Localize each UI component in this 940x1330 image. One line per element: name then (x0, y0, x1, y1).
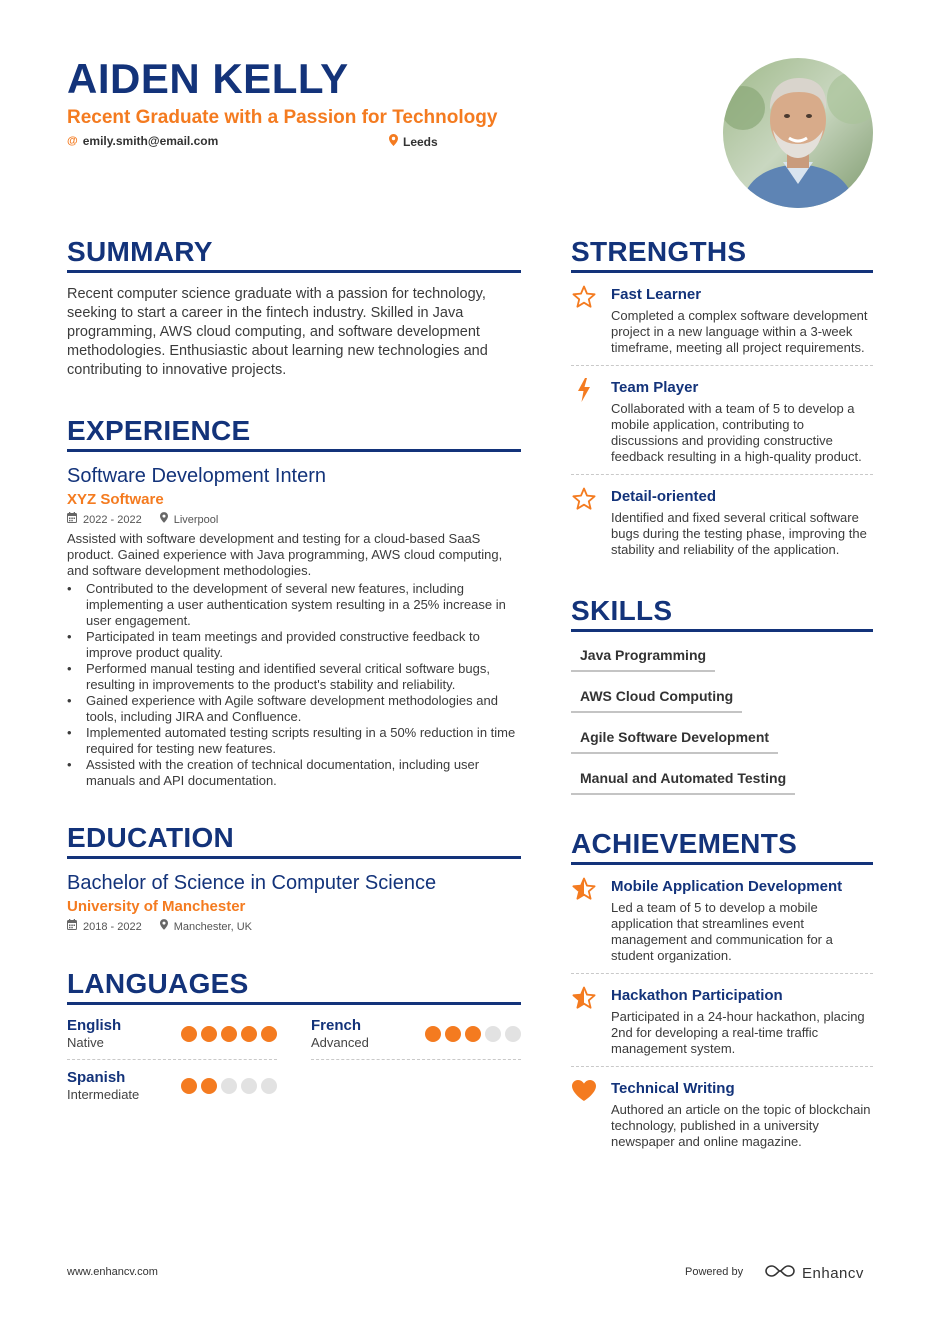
strength-item (571, 366, 873, 475)
job-dates (67, 512, 142, 528)
language-level: Native (67, 1035, 104, 1050)
rating-dot-filled (261, 1026, 277, 1042)
job-bullet: • Implemented automated testing scripts resulting in a 50% reduction in time required for testing new features. (67, 725, 521, 757)
star-outline-icon (571, 285, 597, 356)
education-location (160, 919, 252, 935)
location-pin-icon (160, 512, 168, 528)
summary-text: Recent computer science graduate with a passion for technology, seeking to start a career in the fintech industry. Skilled in Java programming, AWS cloud computing, and software development methodologies. Enthusiastic about learning new technologies and contributing to innovative projects. (67, 286, 488, 378)
lightning-icon (571, 378, 597, 465)
email-contact[interactable] (67, 134, 218, 148)
language-rating (425, 1026, 521, 1042)
brand-name: Enhancv (802, 1264, 864, 1282)
achievements-list (571, 865, 873, 1159)
skill-tag: AWS Cloud Computing (571, 683, 742, 713)
calendar-icon (67, 512, 77, 528)
star-half-icon (571, 986, 597, 1057)
heart-icon (571, 1079, 597, 1150)
rating-dot-empty (261, 1078, 277, 1094)
language-level: Intermediate (67, 1087, 140, 1102)
job-location-text: Liverpool (173, 514, 219, 526)
achievement-desc: Authored an article on the topic of blockchain technology, published in a university newspaper and online magazine. (611, 1102, 871, 1149)
location-text: Leeds (403, 134, 438, 149)
rating-dot-empty (241, 1078, 257, 1094)
job-bullet: • Performed manual testing and identified several critical software bugs, resulting in improvements to the product's stability and reliability. (67, 661, 521, 693)
job-description: Assisted with software development and testing for a cloud-based SaaS product. Gained experience with Java programming, AWS cloud computing, and software development methodologies. (67, 531, 503, 578)
achievement-desc: Participated in a 24-hour hackathon, placing 2nd for developing a real-time traffic management system. (611, 1009, 865, 1056)
strength-desc: Collaborated with a team of 5 to develop a mobile application, contributing to discussions and providing constructive feedback resulting in a high-quality product. (611, 401, 862, 464)
school-name: University of Manchester (67, 898, 246, 915)
achievement-item (571, 1067, 873, 1159)
strengths-heading: STRENGTHS (571, 236, 873, 273)
enhancv-logo[interactable] (764, 1264, 864, 1282)
rating-dot-empty (221, 1078, 237, 1094)
rating-dot-filled (425, 1026, 441, 1042)
job-title: Software Development Intern (67, 465, 327, 487)
degree-title: Bachelor of Science in Computer Science (67, 872, 437, 894)
rating-dot-filled (221, 1026, 237, 1042)
resume-header (67, 56, 707, 152)
achievement-title: Technical Writing (611, 1080, 735, 1097)
achievement-desc: Led a team of 5 to develop a mobile application that streamlines event management and communication for a student organization. (611, 900, 833, 963)
job-bullet: • Assisted with the creation of technical documentation, including user manuals and API documentation. (67, 757, 521, 789)
achievement-item (571, 865, 873, 974)
language-name: French (311, 1017, 362, 1034)
rating-dot-filled (181, 1026, 197, 1042)
language-item (67, 1017, 277, 1060)
star-outline-icon (571, 487, 597, 558)
experience-heading: EXPERIENCE (67, 415, 521, 452)
skill-tag: Java Programming (571, 642, 715, 672)
strength-title: Team Player (611, 379, 699, 396)
achievement-title: Hackathon Participation (611, 987, 783, 1004)
job-meta (67, 512, 521, 528)
strength-desc: Identified and fixed several critical software bugs during the testing phase, improving the stability and reliability of the application. (611, 510, 867, 557)
language-name: English (67, 1017, 122, 1034)
email-text: emily.smith@email.com (82, 134, 219, 148)
strength-title: Detail-oriented (611, 488, 717, 505)
rating-dot-empty (505, 1026, 521, 1042)
candidate-name: AIDEN KELLY (67, 55, 349, 102)
education-dates (67, 919, 142, 935)
achievement-title: Mobile Application Development (611, 878, 843, 895)
language-level: Advanced (311, 1035, 369, 1050)
footer (67, 1264, 873, 1284)
rating-dot-filled (201, 1026, 217, 1042)
left-column (67, 236, 521, 1120)
skills-list (571, 642, 873, 806)
company-name: XYZ Software (67, 491, 164, 508)
education-heading: EDUCATION (67, 822, 521, 859)
footer-website-link[interactable]: www.enhancv.com (67, 1266, 158, 1278)
strength-title: Fast Learner (611, 286, 702, 303)
skill-tag: Manual and Automated Testing (571, 765, 795, 795)
experience-entry (67, 464, 521, 789)
location-pin-icon (160, 919, 168, 935)
rating-dot-filled (241, 1026, 257, 1042)
education-entry (67, 871, 521, 935)
rating-dot-filled (181, 1078, 197, 1094)
language-name: Spanish (67, 1069, 126, 1086)
language-rating (181, 1078, 277, 1094)
education-location-text: Manchester, UK (173, 921, 252, 933)
job-bullet: • Contributed to the development of several new features, including implementing a user authentication system resulting in a 25% increase in user engagement. (67, 581, 521, 629)
job-location (160, 512, 219, 528)
powered-by-label: Powered by (685, 1266, 744, 1278)
profile-photo (723, 58, 873, 208)
location-contact (389, 134, 438, 149)
location-pin-icon (389, 134, 398, 149)
rating-dot-filled (445, 1026, 461, 1042)
job-bullets (67, 581, 521, 789)
strength-desc: Completed a complex software development project in a new language within a 3-week timeframe, meeting all project requirements. (611, 308, 868, 355)
language-item (311, 1017, 521, 1060)
job-bullet: • Gained experience with Agile software development methodologies and tools, including JIRA and Confluence. (67, 693, 521, 725)
job-bullet: • Participated in team meetings and provided constructive feedback to improve product quality. (67, 629, 521, 661)
education-dates-text: 2018 - 2022 (83, 921, 142, 933)
right-column (571, 236, 873, 1159)
rating-dot-filled (201, 1078, 217, 1094)
candidate-headline: Recent Graduate with a Passion for Technology (67, 107, 498, 128)
achievements-heading: ACHIEVEMENTS (571, 828, 873, 865)
languages-heading: LANGUAGES (67, 968, 521, 1005)
strength-item (571, 475, 873, 567)
rating-dot-empty (485, 1026, 501, 1042)
calendar-icon (67, 919, 77, 935)
at-icon: @ (67, 135, 78, 147)
strengths-list (571, 273, 873, 567)
skills-heading: SKILLS (571, 595, 873, 632)
summary-heading: SUMMARY (67, 236, 521, 273)
achievement-item (571, 974, 873, 1067)
infinity-icon (764, 1264, 796, 1282)
language-item (67, 1069, 277, 1111)
education-meta (67, 919, 521, 935)
rating-dot-filled (465, 1026, 481, 1042)
contact-row (67, 134, 707, 152)
language-rating (181, 1026, 277, 1042)
skill-tag: Agile Software Development (571, 724, 778, 754)
languages-list (67, 1017, 521, 1120)
strength-item (571, 273, 873, 366)
job-dates-text: 2022 - 2022 (83, 514, 142, 526)
star-half-icon (571, 877, 597, 964)
